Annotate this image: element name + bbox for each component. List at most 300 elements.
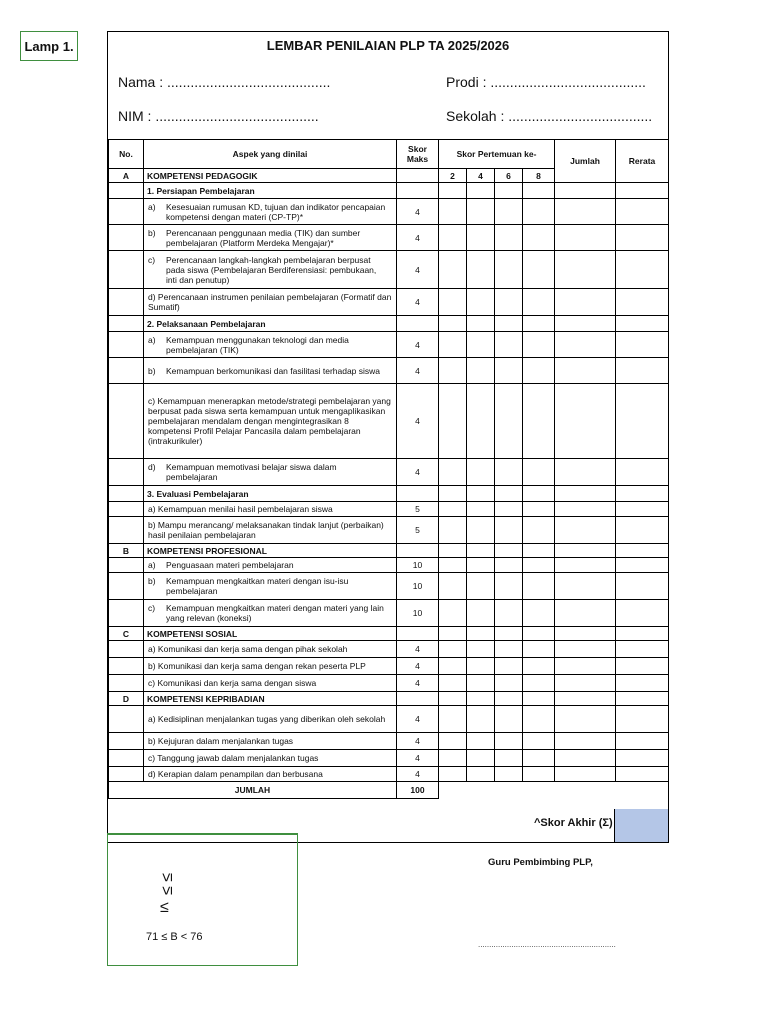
no-cell [109,183,144,199]
sheet-title: LEMBAR PENILAIAN PLP TA 2025/2026 [266,38,510,53]
max-score: 4 [397,289,439,316]
summary-cell[interactable] [616,641,669,658]
meeting-score-cell[interactable] [523,502,555,517]
item-description: Kesesuaian rumusan KD, tujuan dan indikator pencapaian kompetensi dengan materi (CP-TP)* [166,201,386,222]
sekolah-field: Sekolah : ..................................... [446,108,653,124]
no-cell [109,199,144,225]
meeting-score-cell[interactable] [467,251,495,289]
meeting-score-cell[interactable] [467,544,495,558]
score-cell [397,692,439,706]
item-text [144,251,397,289]
item-row [109,384,669,459]
summary-cell[interactable] [616,358,669,384]
meeting-header: 4 [467,169,495,183]
meeting-score-cell[interactable] [523,733,555,750]
score-cell[interactable] [555,316,616,332]
meeting-header: 8 [523,169,555,183]
score-cell[interactable] [467,183,495,199]
header-aspek: Aspek yang dinilai [144,140,397,169]
item-row [109,358,669,384]
meeting-score-cell[interactable] [467,658,495,675]
item-description: Kemampuan mengkaitkan materi dengan isu-isu pembelajaran [166,576,349,596]
meeting-score-cell[interactable] [495,225,523,251]
summary-cell[interactable] [555,600,616,627]
item-description: Perencanaan penggunaan media (TIK) dan sumber pembelajaran (Platform Merdeka Mengajar)* [166,227,361,248]
max-score: 4 [397,750,439,767]
item-text [144,199,397,225]
score-cell[interactable] [495,486,523,502]
meeting-score-cell[interactable] [467,558,495,573]
item-row [109,332,669,358]
item-row [109,641,669,658]
no-cell [109,332,144,358]
item-description: Kemampuan menggunakan teknologi dan media pembelajaran (TIK) [166,334,349,355]
guru-pembimbing-label: Guru Pembimbing PLP, [488,857,593,868]
summary-cell[interactable] [616,706,669,733]
score-cell[interactable] [397,316,439,332]
meeting-score-cell[interactable] [439,627,467,641]
meeting-score-cell[interactable] [439,199,467,225]
max-score: 4 [397,706,439,733]
meeting-score-cell[interactable] [439,767,467,782]
assessment-table [108,139,669,799]
meeting-score-cell[interactable] [495,459,523,486]
meeting-score-cell[interactable] [439,558,467,573]
item-text: b) Komunikasi dan kerja sama dengan rekan peserta PLP [144,658,397,675]
summary-cell[interactable] [555,573,616,600]
meeting-score-cell[interactable] [467,600,495,627]
item-text: b) Mampu merancang/ melaksanakan tindak lanjut (perbaikan) hasil penilaian pembelajaran [144,517,397,544]
meeting-score-cell[interactable] [467,733,495,750]
meeting-score-cell[interactable] [439,544,467,558]
meeting-score-cell[interactable] [439,251,467,289]
meeting-score-cell[interactable] [467,573,495,600]
max-score: 4 [397,199,439,225]
max-score: 4 [397,384,439,459]
score-cell [397,169,439,183]
no-cell [109,706,144,733]
meeting-score-cell[interactable] [495,289,523,316]
meeting-score-cell[interactable] [439,289,467,316]
summary-cell[interactable] [555,502,616,517]
summary-cell[interactable] [555,544,616,558]
item-text: a) Kemampuan menilai hasil pembelajaran siswa [144,502,397,517]
item-text: d) Perencanaan instrumen penilaian pembelajaran (Formatif dan Sumatif) [144,289,397,316]
summary-cell[interactable] [555,517,616,544]
meeting-score-cell[interactable] [439,733,467,750]
summary-cell[interactable] [555,199,616,225]
meeting-score-cell[interactable] [467,502,495,517]
prodi-field: Prodi : ........................................ [446,74,646,90]
item-row [109,706,669,733]
meeting-score-cell[interactable] [495,558,523,573]
summary-cell[interactable] [616,332,669,358]
summary-cell[interactable] [555,358,616,384]
group-row [109,486,669,502]
meeting-score-cell[interactable] [495,750,523,767]
meeting-score-cell[interactable] [467,332,495,358]
meeting-score-cell[interactable] [467,675,495,692]
summary-cell[interactable] [616,199,669,225]
section-title: KOMPETENSI SOSIAL [144,627,397,641]
meeting-score-cell[interactable] [439,706,467,733]
no-cell [109,517,144,544]
nim-field: NIM : .......................................... [118,108,319,124]
no-cell [109,358,144,384]
meeting-score-cell[interactable] [523,767,555,782]
summary-cell[interactable] [616,767,669,782]
item-label: b) [148,227,156,238]
item-row [109,251,669,289]
summary-cell[interactable] [616,558,669,573]
section-title: KOMPETENSI PEDAGOGIK [144,169,397,183]
total-label: JUMLAH [109,782,397,799]
item-description: Perencanaan langkah-langkah pembelajaran berpusat pada siswa (Pembelajaran Berdiferensiasi: pembukaan, inti dan penutup) [166,254,377,285]
summary-cell[interactable] [616,750,669,767]
summary-cell[interactable] [616,459,669,486]
meeting-score-cell[interactable] [439,517,467,544]
section-no: A [109,169,144,183]
item-row [109,573,669,600]
meeting-score-cell[interactable] [523,692,555,706]
summary-cell[interactable] [555,692,616,706]
item-text: c) Kemampuan menerapkan metode/strategi pembelajaran yang berpusat pada siswa serta kemampuan untuk mengaplikasikan pembelajaran mendalam dengan mengintegrasikan 8 kompetensi Profil Pelajar Pancasila dalam pembelajaran (intrakurikuler) [144,384,397,459]
item-text: c) Komunikasi dan kerja sama dengan siswa [144,675,397,692]
meeting-score-cell[interactable] [523,517,555,544]
summary-cell[interactable] [616,225,669,251]
summary-cell[interactable] [616,600,669,627]
meeting-score-cell[interactable] [523,573,555,600]
item-description: Kemampuan mengkaitkan materi dengan materi yang lain yang relevan (koneksi) [166,603,384,623]
item-description: Kemampuan berkomunikasi dan fasilitasi terhadap siswa [166,365,381,376]
meeting-header: 2 [439,169,467,183]
summary-cell[interactable] [616,733,669,750]
item-text [144,332,397,358]
meeting-score-cell[interactable] [495,706,523,733]
meeting-score-cell[interactable] [495,641,523,658]
meeting-score-cell[interactable] [523,251,555,289]
meeting-score-cell[interactable] [439,675,467,692]
meeting-score-cell[interactable] [439,658,467,675]
header-pertemuan: Skor Pertemuan ke- [439,140,555,169]
item-text [144,358,397,384]
summary-cell[interactable] [555,558,616,573]
score-cell[interactable] [397,183,439,199]
summary-cell[interactable] [555,459,616,486]
header-no: No. [109,140,144,169]
summary-cell[interactable] [555,641,616,658]
group-row [109,316,669,332]
summary-cell[interactable] [616,627,669,641]
score-cell[interactable] [467,486,495,502]
summary-cell[interactable] [555,658,616,675]
meeting-score-cell[interactable] [467,692,495,706]
section-row [109,627,669,641]
score-cell[interactable] [439,183,467,199]
no-cell [109,316,144,332]
item-label: b) [148,365,156,376]
header-skor-maks: Skor Maks [397,140,439,169]
meeting-score-cell[interactable] [495,502,523,517]
score-cell[interactable] [439,486,467,502]
meeting-score-cell[interactable] [467,358,495,384]
summary-cell[interactable] [555,251,616,289]
no-cell [109,658,144,675]
item-row [109,767,669,782]
grade-legend [107,833,298,966]
meeting-score-cell[interactable] [439,332,467,358]
score-cell[interactable] [467,316,495,332]
score-cell[interactable] [523,316,555,332]
max-score: 4 [397,658,439,675]
max-score: 5 [397,502,439,517]
summary-cell[interactable] [616,675,669,692]
meeting-score-cell[interactable] [495,675,523,692]
section-no: D [109,692,144,706]
item-row [109,675,669,692]
summary-cell[interactable] [616,544,669,558]
summary-cell[interactable] [555,332,616,358]
meeting-score-cell[interactable] [439,641,467,658]
meeting-score-cell[interactable] [495,600,523,627]
summary-cell[interactable] [555,750,616,767]
skor-akhir-label: ^Skor Akhir (Σ) [534,817,613,829]
meeting-score-cell[interactable] [523,641,555,658]
item-label: a) [148,560,156,570]
meeting-score-cell[interactable] [439,358,467,384]
meeting-score-cell[interactable] [523,358,555,384]
no-cell [109,502,144,517]
score-cell[interactable] [616,486,669,502]
no-cell [109,750,144,767]
score-cell[interactable] [495,183,523,199]
meeting-score-cell[interactable] [439,573,467,600]
item-label: d) [148,462,156,472]
meeting-score-cell[interactable] [495,358,523,384]
meeting-score-cell[interactable] [523,675,555,692]
meeting-score-cell[interactable] [467,641,495,658]
meeting-score-cell[interactable] [439,692,467,706]
no-cell [109,641,144,658]
summary-cell[interactable] [555,384,616,459]
summary-cell[interactable] [555,767,616,782]
item-text: a) Kedisiplinan menjalankan tugas yang diberikan oleh sekolah [144,706,397,733]
meeting-score-cell[interactable] [439,384,467,459]
meeting-score-cell[interactable] [523,750,555,767]
item-text [144,558,397,573]
legend-symbol-rotated: ≤ ≤ [159,872,177,896]
item-row [109,289,669,316]
score-cell[interactable] [616,316,669,332]
meeting-score-cell[interactable] [523,706,555,733]
skor-akhir-box[interactable] [614,809,668,842]
score-cell[interactable] [555,486,616,502]
meeting-score-cell[interactable] [495,384,523,459]
no-cell [109,289,144,316]
meeting-score-cell[interactable] [523,658,555,675]
summary-cell[interactable] [616,289,669,316]
meeting-score-cell[interactable] [523,558,555,573]
meeting-score-cell[interactable] [439,459,467,486]
summary-cell[interactable] [616,692,669,706]
item-text [144,600,397,627]
assessment-sheet [107,31,669,843]
item-row [109,658,669,675]
header-rerata: Rerata [616,140,669,183]
meeting-score-cell[interactable] [467,767,495,782]
total-blank [439,782,669,799]
meeting-score-cell[interactable] [523,332,555,358]
no-cell [109,573,144,600]
section-row [109,544,669,558]
meeting-score-cell[interactable] [467,706,495,733]
max-score: 5 [397,517,439,544]
item-text: c) Tanggung jawab dalam menjalankan tugas [144,750,397,767]
score-cell [397,627,439,641]
item-text [144,459,397,486]
item-text: a) Komunikasi dan kerja sama dengan pihak sekolah [144,641,397,658]
group-title: 1. Persiapan Pembelajaran [144,183,397,199]
max-score: 4 [397,767,439,782]
meeting-score-cell[interactable] [495,199,523,225]
item-label: a) [148,201,156,212]
summary-cell[interactable] [616,573,669,600]
no-cell [109,486,144,502]
meeting-score-cell[interactable] [495,517,523,544]
meeting-score-cell[interactable] [439,225,467,251]
summary-cell[interactable] [616,517,669,544]
max-score: 10 [397,558,439,573]
no-cell [109,767,144,782]
item-description: Penguasaan materi pembelajaran [166,560,294,570]
summary-cell[interactable] [555,706,616,733]
item-description: Kemampuan memotivasi belajar siswa dalam pembelajaran [166,462,337,482]
item-text: b) Kejujuran dalam menjalankan tugas [144,733,397,750]
meeting-score-cell[interactable] [467,750,495,767]
summary-cell[interactable] [555,627,616,641]
meeting-score-cell[interactable] [467,517,495,544]
item-row [109,750,669,767]
summary-cell[interactable] [555,675,616,692]
signature-line: .............................................................. [478,940,616,949]
meeting-score-cell[interactable] [495,627,523,641]
no-cell [109,600,144,627]
score-cell[interactable] [523,183,555,199]
item-label: c) [148,254,156,265]
no-cell [109,733,144,750]
max-score: 10 [397,573,439,600]
meeting-score-cell[interactable] [439,600,467,627]
section-no: B [109,544,144,558]
meeting-score-cell[interactable] [495,767,523,782]
meeting-score-cell[interactable] [495,332,523,358]
meeting-score-cell[interactable] [523,627,555,641]
summary-cell[interactable] [555,733,616,750]
summary-cell[interactable] [616,658,669,675]
score-cell[interactable] [439,316,467,332]
item-row [109,600,669,627]
meeting-score-cell[interactable] [495,692,523,706]
legend-symbol: ≤ [160,899,169,916]
meeting-score-cell[interactable] [467,289,495,316]
max-score: 4 [397,641,439,658]
item-row [109,225,669,251]
group-row [109,183,669,199]
meeting-score-cell[interactable] [523,199,555,225]
max-score: 4 [397,332,439,358]
item-row [109,199,669,225]
summary-cell[interactable] [555,289,616,316]
score-cell [397,544,439,558]
meeting-score-cell[interactable] [495,733,523,750]
meeting-score-cell[interactable] [467,459,495,486]
score-cell[interactable] [495,316,523,332]
meeting-score-cell[interactable] [523,459,555,486]
item-row [109,459,669,486]
section-title: KOMPETENSI PROFESIONAL [144,544,397,558]
meeting-score-cell[interactable] [495,251,523,289]
item-row [109,517,669,544]
meeting-score-cell[interactable] [439,750,467,767]
lamp-label: Lamp 1. [20,31,78,61]
meeting-score-cell[interactable] [495,658,523,675]
meeting-score-cell[interactable] [467,225,495,251]
section-no: C [109,627,144,641]
max-score: 4 [397,251,439,289]
meeting-score-cell[interactable] [495,544,523,558]
summary-cell[interactable] [555,225,616,251]
section-row [109,692,669,706]
item-label: a) [148,334,156,345]
score-cell[interactable] [523,486,555,502]
legend-range: 71 ≤ B < 76 [146,931,203,943]
max-score: 10 [397,600,439,627]
total-row [109,782,669,799]
max-score: 4 [397,675,439,692]
score-cell[interactable] [555,183,616,199]
item-row [109,558,669,573]
meeting-score-cell[interactable] [523,384,555,459]
item-row [109,733,669,750]
no-cell [109,225,144,251]
summary-cell[interactable] [616,502,669,517]
meeting-score-cell[interactable] [523,289,555,316]
max-score: 4 [397,358,439,384]
meeting-score-cell[interactable] [467,627,495,641]
meeting-score-cell[interactable] [523,225,555,251]
max-score: 4 [397,733,439,750]
meeting-score-cell[interactable] [495,573,523,600]
meeting-score-cell[interactable] [467,199,495,225]
meeting-score-cell[interactable] [523,544,555,558]
no-cell [109,251,144,289]
section-title: KOMPETENSI KEPRIBADIAN [144,692,397,706]
meeting-score-cell[interactable] [467,384,495,459]
nama-field: Nama : .......................................... [118,74,331,90]
meeting-score-cell[interactable] [439,502,467,517]
summary-cell[interactable] [616,251,669,289]
no-cell [109,384,144,459]
score-cell[interactable] [616,183,669,199]
summary-cell[interactable] [616,384,669,459]
meeting-score-cell[interactable] [523,600,555,627]
item-text [144,225,397,251]
item-row [109,502,669,517]
score-cell[interactable] [397,486,439,502]
meeting-header: 6 [495,169,523,183]
group-title: 2. Pelaksanaan Pembelajaran [144,316,397,332]
item-label: c) [148,603,156,613]
